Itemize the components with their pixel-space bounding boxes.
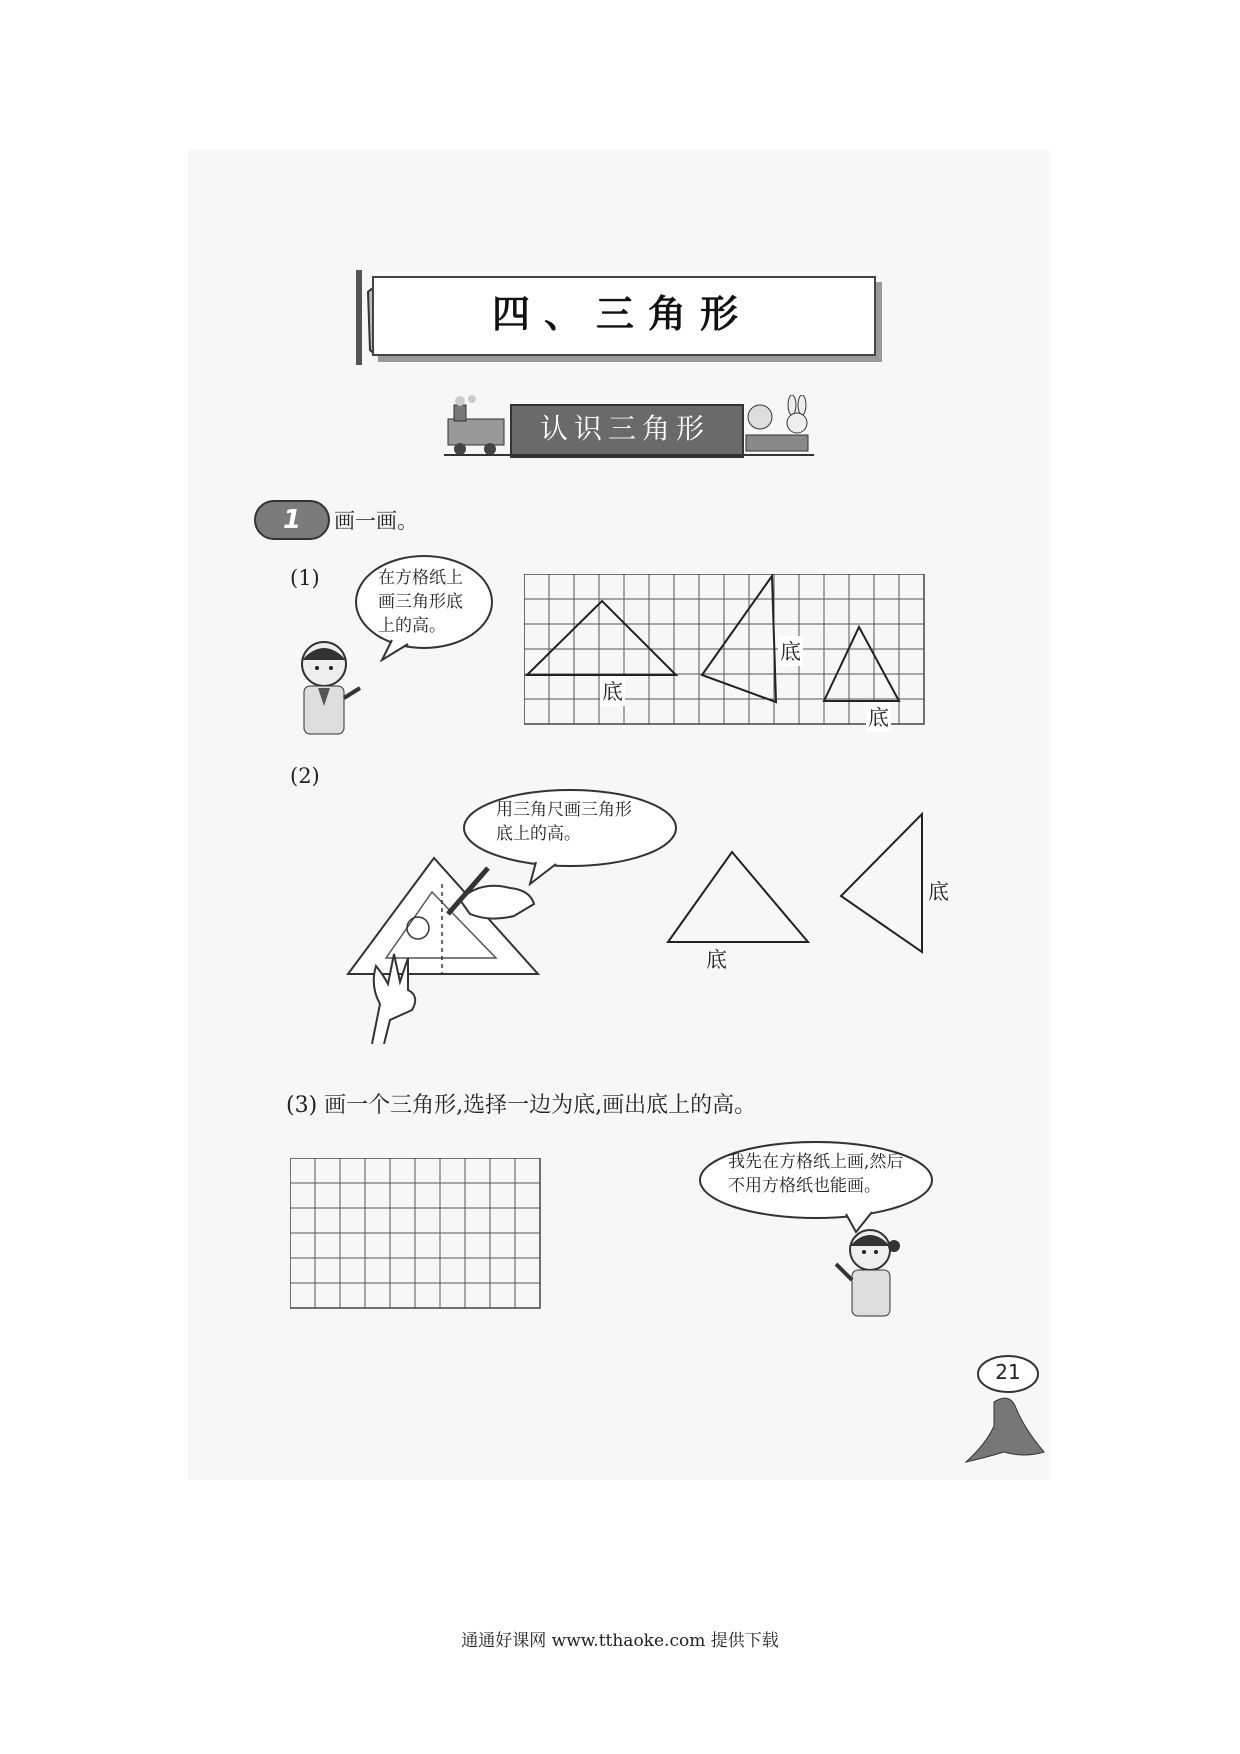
- grid-paper-3: [290, 1158, 542, 1310]
- bubble-2-line-2: 底上的高。: [496, 824, 581, 844]
- boy-icon: [290, 636, 370, 746]
- train-icon: [444, 395, 514, 457]
- triangle-1b: [702, 576, 776, 702]
- part-3-instruction: 画一个三角形,选择一边为底,画出底上的高。: [324, 1093, 757, 1118]
- section-title: 认识三角形: [539, 412, 710, 445]
- base-label-1c: 底: [866, 702, 891, 732]
- part-3-label: (3): [286, 1093, 318, 1118]
- hand-icon: [350, 946, 430, 1046]
- girl-icon: [826, 1224, 910, 1328]
- base-label-1a: 底: [600, 676, 625, 706]
- bubble-1-line-1: 在方格纸上: [378, 568, 463, 588]
- triangle-2b: [841, 814, 922, 952]
- section-underline: [444, 454, 814, 456]
- bubble-3-line-1: 我先在方格纸上画,然后: [728, 1152, 904, 1172]
- part-3-text: [286, 1088, 756, 1119]
- part-2-label: (2): [290, 764, 320, 788]
- base-label-2a: 底: [706, 948, 727, 972]
- base-label-1b: 底: [778, 636, 803, 666]
- exercise-number-badge: 1: [254, 500, 330, 540]
- bubble-1-line-3: 上的高。: [378, 616, 446, 636]
- triangle-2a: [668, 852, 808, 942]
- triangle-1c: [824, 627, 899, 701]
- bubble-2-line-1: 用三角尺画三角形: [496, 800, 632, 820]
- chapter-title: 四、三角形: [491, 292, 752, 336]
- base-label-2b: 底: [928, 880, 949, 904]
- footer-text: 通通好课网 www.tthaoke.com 提供下载: [461, 1631, 779, 1651]
- exercise-instruction: 画一画。: [334, 509, 418, 533]
- bubble-1-line-2: 画三角形底: [378, 592, 463, 612]
- children-bunny-icon: [742, 395, 812, 457]
- page-number: 21: [995, 1360, 1021, 1384]
- bubble-3-line-2: 不用方格纸也能画。: [728, 1176, 881, 1196]
- hand-pencil-icon: [430, 860, 540, 930]
- part-1-label: (1): [290, 566, 320, 590]
